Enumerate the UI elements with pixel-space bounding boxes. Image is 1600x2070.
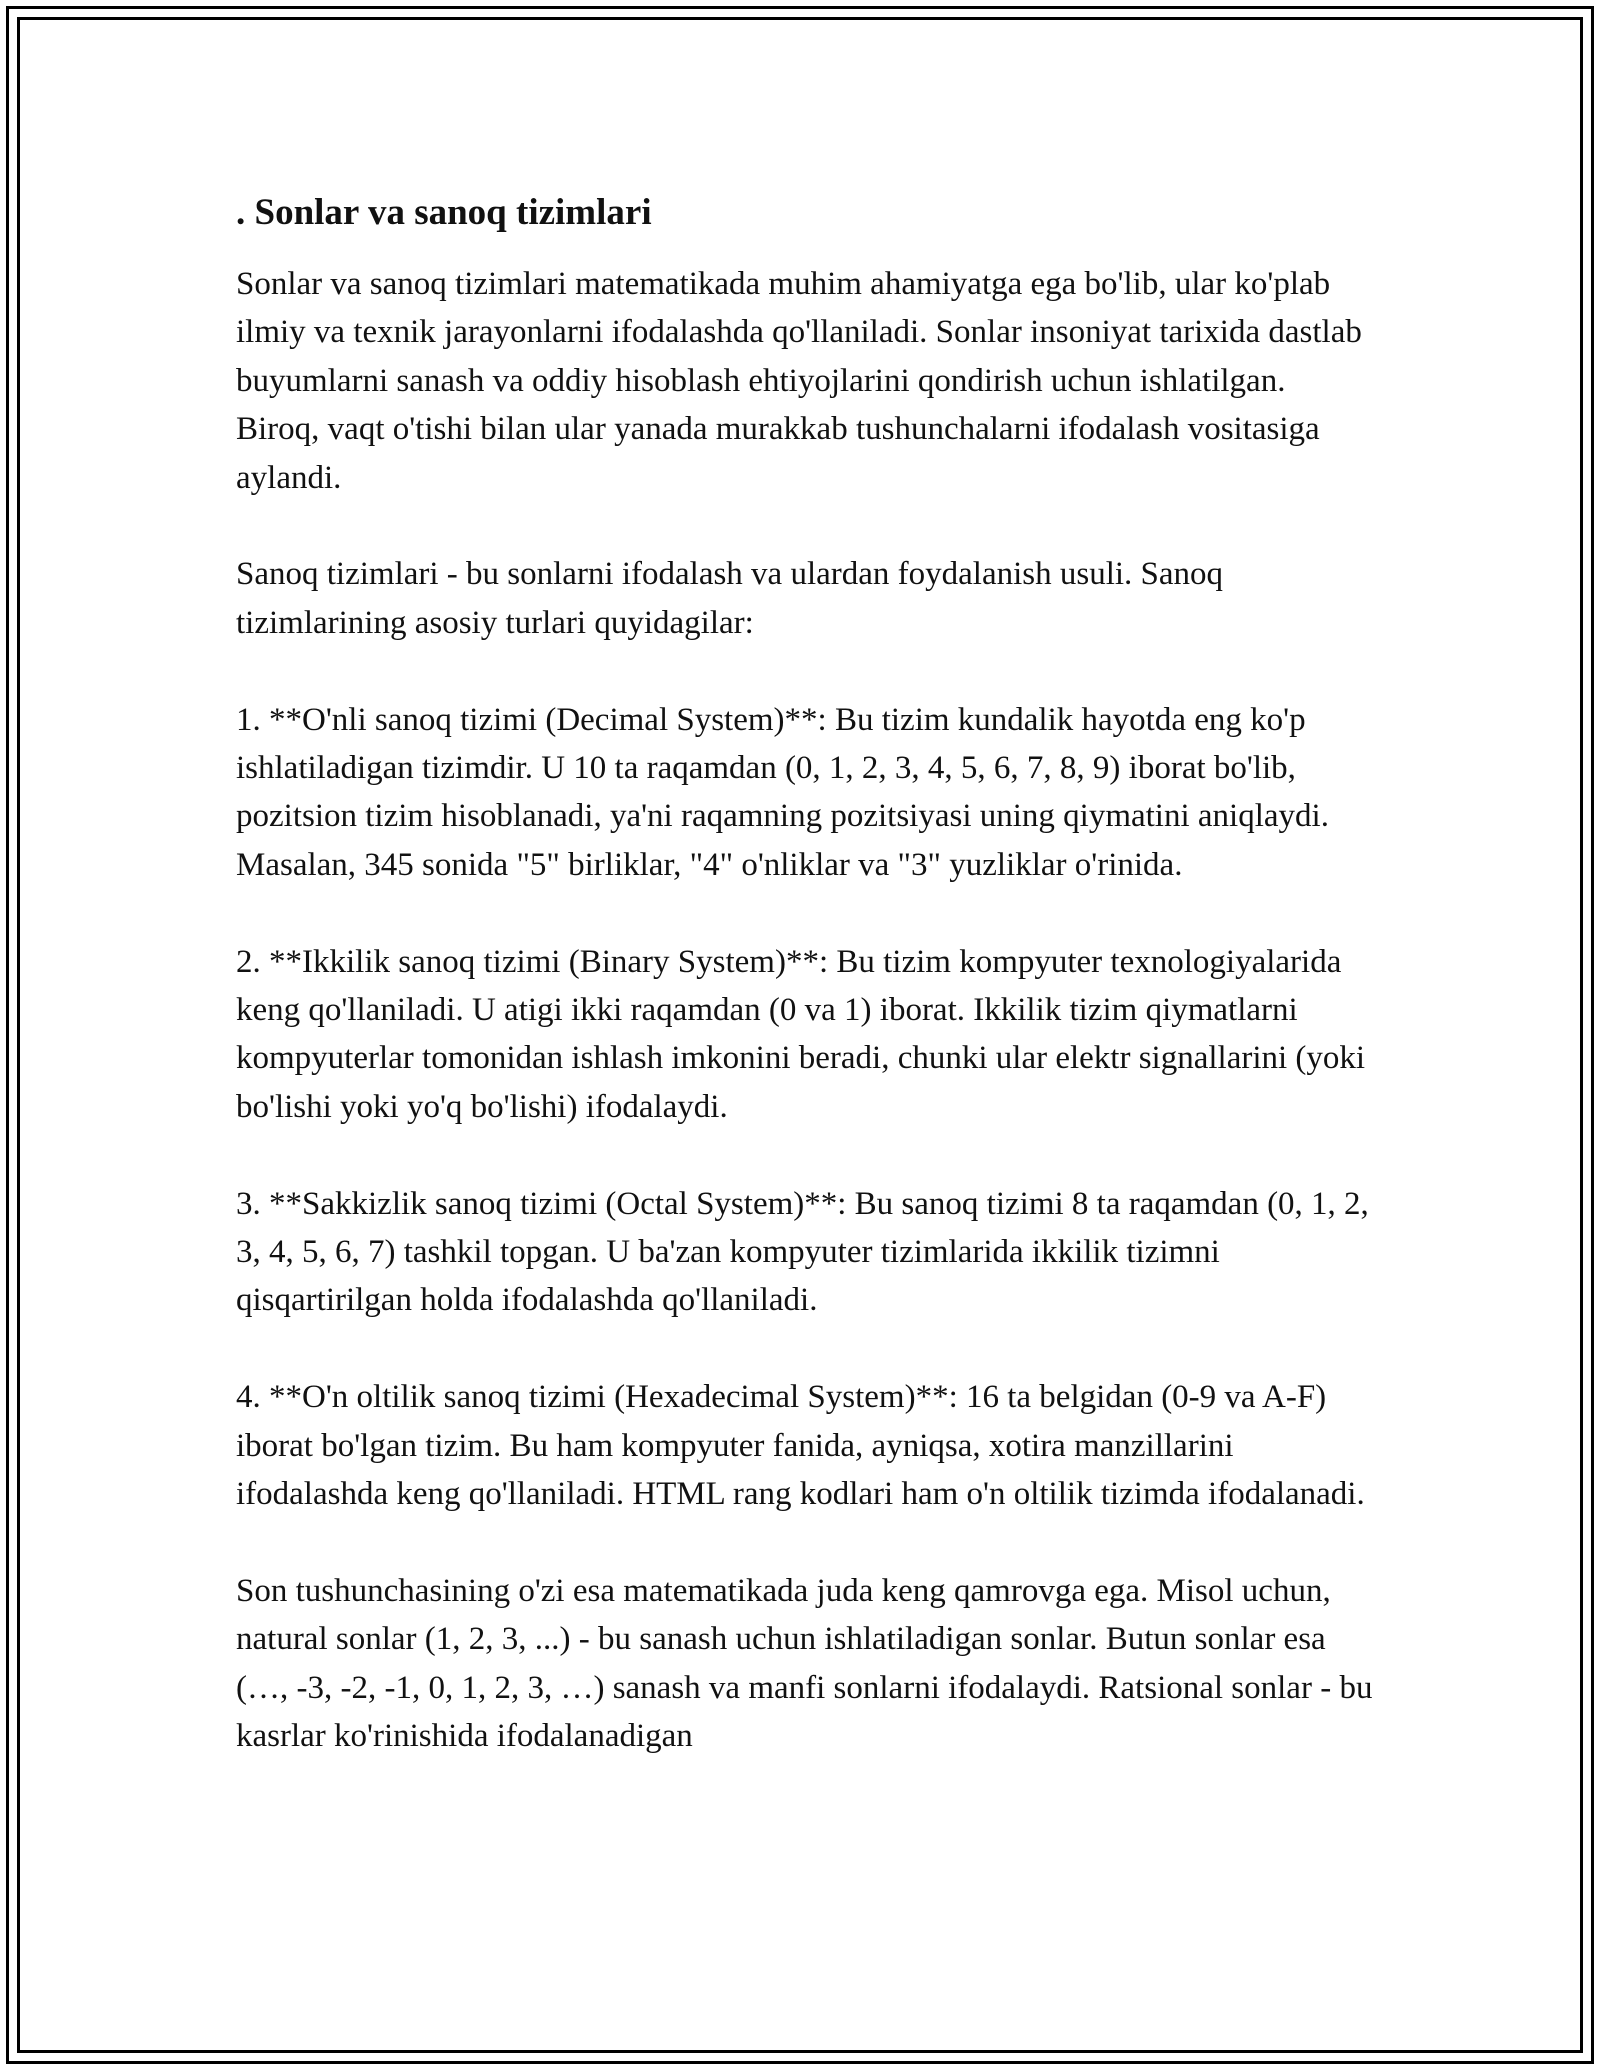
paragraph-decimal-system: 1. **O'nli sanoq tizimi (Decimal System)**: Bu tizim kundalik hayotda eng ko'p ishlatiladigan tizimdir. U 10 ta raqamdan (0, 1, 2, 3, 4, 5, 6, 7, 8, 9) iborat bo'lib, pozitsion tizim hisoblanadi, ya'ni raqamning pozitsiyasi uning qiymatini aniqlaydi. Masalan, 345 sonida "5" birliklar, "4" o'nliklar va "3" yuzliklar o'rinida. bbox=[236, 701, 1329, 883]
page-title: . Sonlar va sanoq tizimlari bbox=[236, 192, 652, 233]
paragraph-number-concepts: Son tushunchasining o'zi esa matematikada juda keng qamrovga ega. Misol uchun, natural sonlar (1, 2, 3, ...) - bu sanash uchun ishlatiladigan sonlar. Butun sonlar esa (…, -3, -2, -1, 0, 1, 2, 3, …) sanash va manfi sonlarni ifodalaydi. Ratsional sonlar - bu kasrlar ko'rinishida ifodalanadigan bbox=[236, 1572, 1373, 1755]
document-body bbox=[236, 188, 1376, 1761]
spacer bbox=[236, 889, 1376, 937]
paragraph-binary-system: 2. **Ikkilik sanoq tizimi (Binary System)**: Bu tizim kompyuter texnologiyalarida keng qo'llaniladi. U atigi ikki raqamdan (0 va 1) iborat. Ikkilik tizim qiymatlarni kompyuterlar tomonidan ishlash imkonini beradi, chunki ular elektr signallarini (yoki bo'lishi yoki yo'q bo'lishi) ifodalaydi. bbox=[236, 943, 1366, 1125]
paragraph-systems-definition: Sanoq tizimlari - bu sonlarni ifodalash va ulardan foydalanish usuli. Sanoq tizimlarining asosiy turlari quyidagilar: bbox=[236, 556, 1224, 641]
spacer bbox=[236, 1131, 1376, 1179]
spacer bbox=[236, 238, 1376, 260]
spacer bbox=[236, 1518, 1376, 1566]
spacer bbox=[236, 647, 1376, 695]
spacer bbox=[236, 502, 1376, 550]
paragraph-octal-system: 3. **Sakkizlik sanoq tizimi (Octal System)**: Bu sanoq tizimi 8 ta raqamdan (0, 1, 2, 3, 4, 5, 6, 7) tashkil topgan. U ba'zan kompyuter tizimlarida ikkilik tizimni qisqartirilgan holda ifodalashda qo'llaniladi. bbox=[236, 1185, 1369, 1319]
paragraph-intro: Sonlar va sanoq tizimlari matematikada muhim ahamiyatga ega bo'lib, ular ko'plab ilmiy va texnik jarayonlarni ifodalashda qo'llaniladi. Sonlar insoniyat tarixida dastlab buyumlarni sanash va oddiy hisoblash ehtiyojlarini qondirish uchun ishlatilgan. Biroq, vaqt o'tishi bilan ular yanada murakkab tushunchalarni ifodalash vositasiga aylandi. bbox=[236, 266, 1362, 496]
paragraph-hexadecimal-system: 4. **O'n oltilik sanoq tizimi (Hexadecimal System)**: 16 ta belgidan (0-9 va A-F) iborat bo'lgan tizim. Bu ham kompyuter fanida, ayniqsa, xotira manzillarini ifodalashda keng qo'llaniladi. HTML rang kodlari ham o'n oltilik tizimda ifodalanadi. bbox=[236, 1379, 1365, 1513]
spacer bbox=[236, 1325, 1376, 1373]
